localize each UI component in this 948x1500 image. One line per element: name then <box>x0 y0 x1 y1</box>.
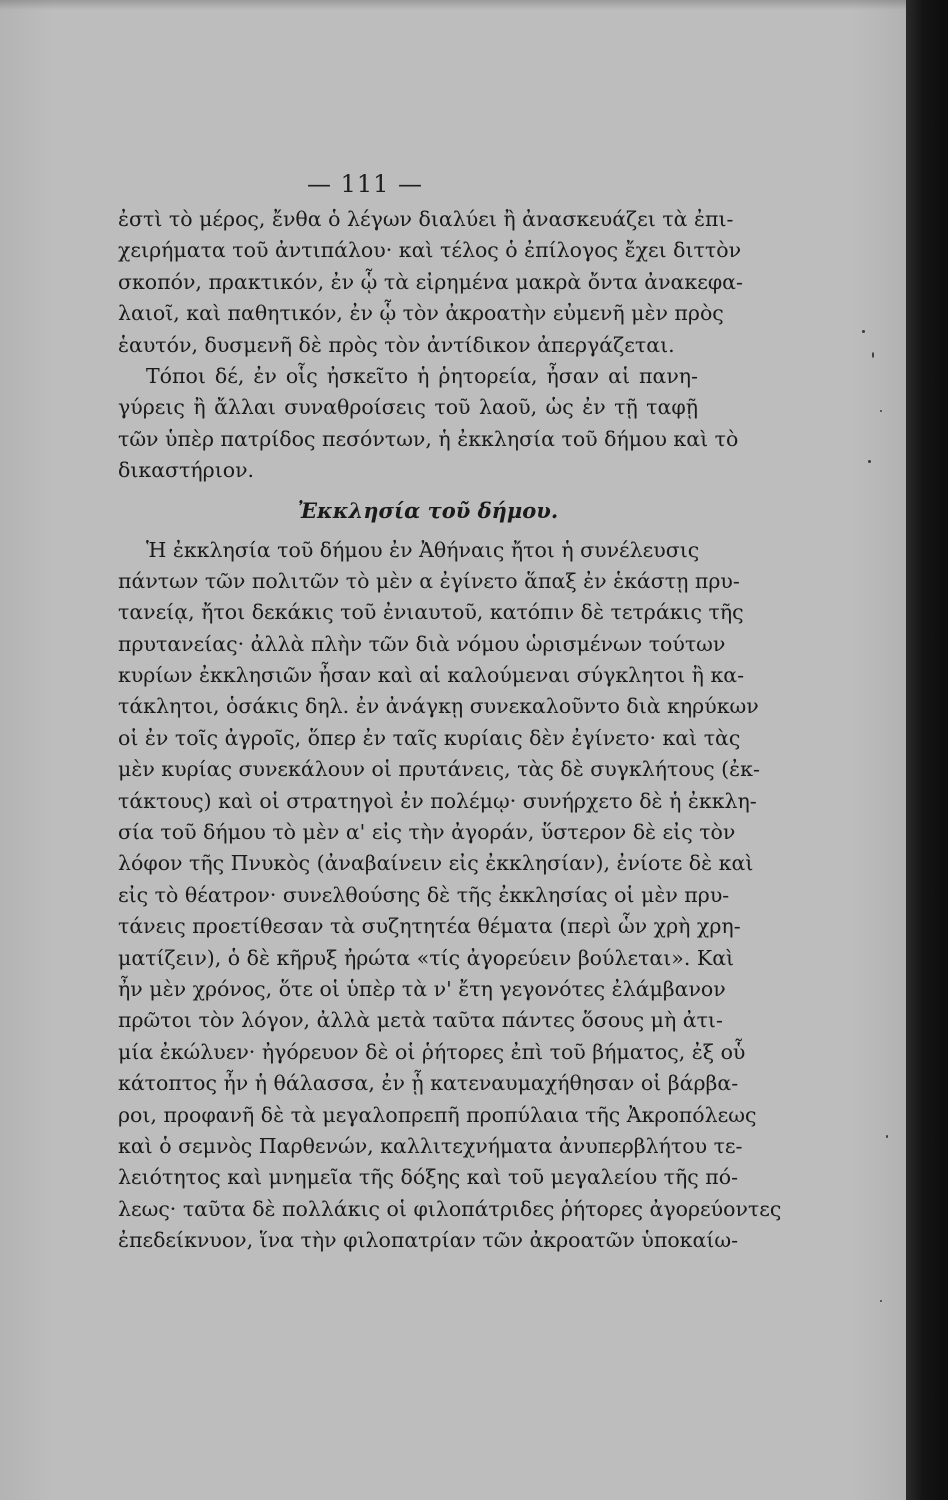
text-line: Τόποι δέ, ἐν οἷς ἠσκεῖτο ἡ ῥητορεία, ἦσαν αἱ πανη- <box>146 363 698 388</box>
text-line: λόφον τῆς Πνυκὸς (ἀναβαίνειν εἰς ἐκκλησίαν), ἐνίοτε δὲ καὶ <box>118 851 754 876</box>
text-line: τῶν ὑπὲρ πατρίδος πεσόντων, ἡ ἐκκλησία τοῦ δήμου καὶ τὸ <box>118 426 739 451</box>
text-line: γύρεις ἢ ἄλλαι συναθροίσεις τοῦ λαοῦ, ὡς ἐν τῇ ταφῇ <box>118 395 698 420</box>
text-line: ἐστὶ τὸ μέρος, ἔνθα ὁ λέγων διαλύει ἢ ἀνασκευάζει τὰ ἐπι- <box>118 207 734 231</box>
text-line: ἦν μὲν χρόνος, ὅτε οἱ ὑπὲρ τὰ ν' ἔτη γεγονότες ἐλάμβανον <box>118 976 726 1001</box>
scan-speck <box>880 410 882 412</box>
text-line: τανείᾳ, ἤτοι δεκάκις τοῦ ἐνιαυτοῦ, κατόπιν δὲ τετράκις τῆς <box>118 600 744 625</box>
scan-speck <box>880 1300 882 1302</box>
text-line: ματίζειν), ὁ δὲ κῆρυξ ἠρώτα «τίς ἀγορεύειν βούλεται». Καὶ <box>118 945 735 970</box>
text-line: τάνεις προετίθεσαν τὰ συζητητέα θέματα (περὶ ὧν χρὴ χρη- <box>118 914 741 939</box>
scanner-background-strip <box>906 0 948 1500</box>
text-line: καὶ ὁ σεμνὸς Παρθενών, καλλιτεχνήματα ἀνυπερβλήτου τε- <box>118 1133 743 1158</box>
text-line: εἰς τὸ θέατρον· συνελθούσης δὲ τῆς ἐκκλησίας οἱ μὲν πρυ- <box>118 882 730 907</box>
page-top-shadow <box>0 0 906 10</box>
text-line: οἱ ἐν τοῖς ἀγροῖς, ὅπερ ἐν ταῖς κυρίαις δὲν ἐγίνετο· καὶ τὰς <box>118 725 741 750</box>
scan-speck <box>868 460 871 463</box>
text-line: μία ἐκώλυεν· ἠγόρευον δὲ οἱ ῥήτορες ἐπὶ τοῦ βήματος, ἐξ οὗ <box>118 1039 746 1064</box>
text-line: λαιοῖ, καὶ παθητικόν, ἐν ᾧ τὸν ἀκροατὴν εὐμενῆ μὲν πρὸς <box>118 301 724 326</box>
text-line: σία τοῦ δήμου τὸ μὲν α' εἰς τὴν ἀγοράν, ὕστερον δὲ εἰς τὸν <box>118 820 736 845</box>
scan-speck <box>886 1135 888 1138</box>
scan-speck <box>862 330 865 333</box>
section-heading: Ἐκκλησία τοῦ δήμου. <box>297 497 559 523</box>
text-line: πρῶτοι τὸν λόγον, ἀλλὰ μετὰ ταῦτα πάντες ὅσους μὴ ἀτι- <box>118 1008 723 1033</box>
text-line: λεως· ταῦτα δὲ πολλάκις οἱ φιλοπάτριδες ῥήτορες ἀγορεύοντες <box>118 1196 782 1221</box>
scan-speck <box>872 352 874 358</box>
text-line: πρυτανείας· ἀλλὰ πλὴν τῶν διὰ νόμου ὡρισμένων τούτων <box>118 631 726 656</box>
text-line: κάτοπτος ἦν ἡ θάλασσα, ἐν ᾗ κατεναυμαχήθησαν οἱ βάρβα- <box>118 1071 739 1096</box>
text-line: χειρήματα τοῦ ἀντιπάλου· καὶ τέλος ὁ ἐπίλογος ἔχει διττὸν <box>118 238 742 263</box>
page-number: — 111 — <box>306 170 424 198</box>
text-line: τάκλητοι, ὁσάκις δηλ. ἐν ἀνάγκῃ συνεκαλοῦντο διὰ κηρύκων <box>118 694 759 719</box>
text-line: Ἡ ἐκκλησία τοῦ δήμου ἐν Ἀθήναις ἤτοι ἡ συνέλευσις <box>146 537 700 562</box>
text-line: πάντων τῶν πολιτῶν τὸ μὲν α ἐγίνετο ἅπαξ ἐν ἑκάστῃ πρυ- <box>118 568 740 593</box>
page-text <box>118 204 782 1257</box>
text-line: ἑαυτόν, δυσμενῆ δὲ πρὸς τὸν ἀντίδικον ἀπεργάζεται. <box>118 332 675 357</box>
text-line: σκοπόν, πρακτικόν, ἐν ᾧ τὰ εἰρημένα μακρὰ ὄντα ἀνακεφα- <box>118 269 743 294</box>
text-line: δικαστήριον. <box>118 458 255 483</box>
text-line: λειότητος καὶ μνημεῖα τῆς δόξης καὶ τοῦ μεγαλείου τῆς πό- <box>118 1165 739 1190</box>
text-line: τάκτους) καὶ οἱ στρατηγοὶ ἐν πολέμῳ· συνήρχετο δὲ ἡ ἐκκλη- <box>118 788 757 813</box>
text-line: ἐπεδείκνυον, ἵνα τὴν φιλοπατρίαν τῶν ἀκροατῶν ὑποκαίω- <box>118 1228 739 1253</box>
text-line: κυρίων ἐκκλησιῶν ἦσαν καὶ αἱ καλούμεναι σύγκλητοι ἢ κα- <box>118 663 745 688</box>
text-line: μὲν κυρίας συνεκάλουν οἱ πρυτάνεις, τὰς δὲ συγκλήτους (ἐκ- <box>118 757 760 782</box>
text-line: ροι, προφανῆ δὲ τὰ μεγαλοπρεπῆ προπύλαια τῆς Ἀκροπόλεως <box>118 1102 757 1127</box>
